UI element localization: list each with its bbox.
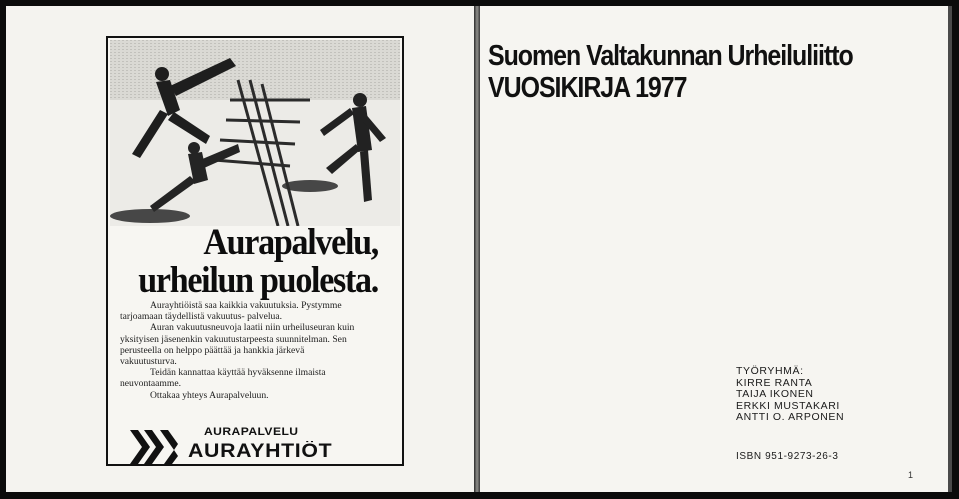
body-paragraph-1: Aurayhtiöistä saa kaikkia vakuutuksia. Pystymme tarjoamaan täydellistä vakuutus- palvelua.	[120, 300, 342, 323]
brand-aurayhtiot: AURAYHTIÖT	[188, 441, 333, 462]
editorial-team	[736, 366, 844, 424]
body-paragraph-4: Ottakaa yhteys Aurapalveluun.	[150, 389, 269, 401]
title-line-2: VUOSIKIRJA 1977	[488, 72, 687, 104]
headline-line-2: urheilun puolesta.	[138, 260, 378, 301]
title-line-1: Suomen Valtakunnan Urheiluliitto	[488, 40, 853, 72]
team-member: KIRRE RANTA	[736, 376, 813, 389]
book-title	[488, 40, 853, 104]
team-heading: TYÖRYHMÄ:	[736, 365, 804, 377]
team-member: ERKKI MUSTAKARI	[736, 399, 840, 412]
page-edge	[948, 6, 952, 492]
aura-logo-icon	[130, 430, 180, 464]
left-page	[6, 6, 474, 492]
right-page	[480, 6, 948, 492]
hurdlers-illustration	[110, 40, 400, 226]
body-paragraph-2: Auran vakuutusneuvoja laatii niin urheiluseuran kuin yksityisen jäsenenkin vakuutustarpeesta suunnitelman. Sen perusteella on helppo päättää ja hankkia järkevä vakuutusturva.	[120, 322, 355, 368]
isbn: ISBN 951-9273-26-3	[736, 451, 839, 462]
headline-line-1: Aurapalvelu,	[203, 222, 378, 263]
right-page-number: 1	[908, 470, 914, 480]
body-paragraph-3: Teidän kannattaa käyttää hyväksenne ilmaista neuvontaamme.	[120, 367, 326, 390]
ad-headline	[130, 224, 378, 300]
team-member: ANTTI O. ARPONEN	[736, 411, 845, 424]
ad-body-text	[120, 300, 356, 401]
team-member: TAIJA IKONEN	[736, 388, 814, 401]
advertisement	[106, 36, 404, 466]
hurdles-photo	[110, 40, 400, 226]
brand-aurapalvelu: AURAPALVELU	[204, 426, 299, 438]
